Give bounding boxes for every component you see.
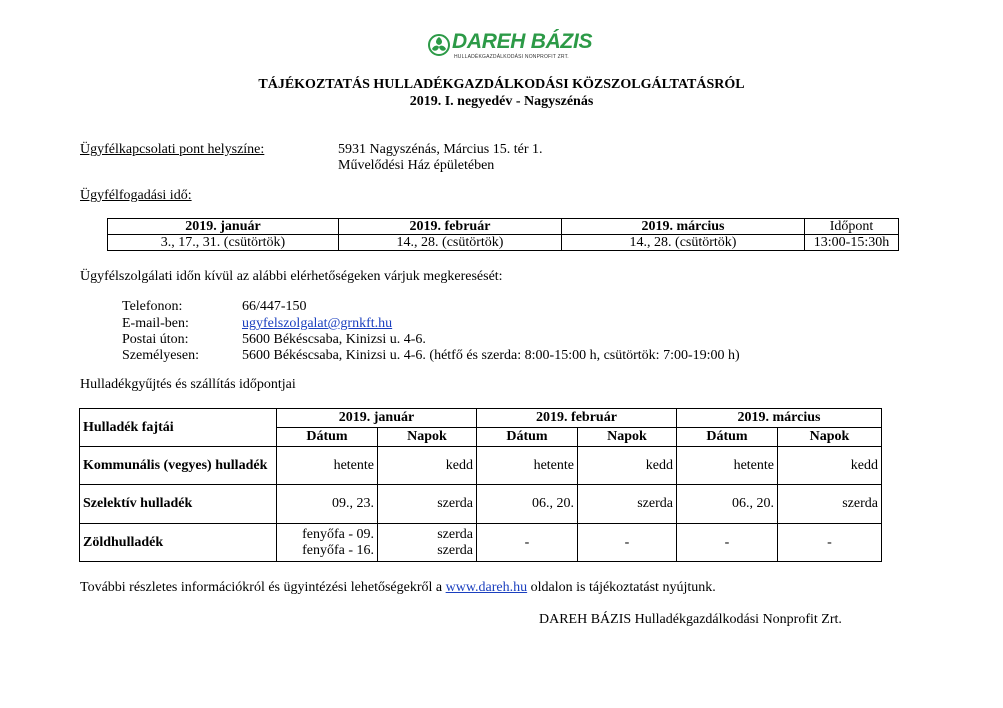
footer-text-before: További részletes információkról és ügyintézési lehetőségekről a [80,580,446,595]
footer-info [80,580,716,596]
logo-brand: DAREH BÁZIS [452,30,593,53]
schedule-cell: kedd [378,447,477,485]
reception-value-january: 3., 17., 31. (csütörtök) [108,235,339,251]
schedule-cell [378,524,477,562]
schedule-cell [277,524,378,562]
recycle-leaf-icon [428,34,450,56]
contact-point-label: Ügyfélkapcsolati pont helyszíne: [80,142,265,157]
waste-type-communal: Kommunális (vegyes) hulladék [80,447,277,485]
reception-label: Ügyfélfogadási idő: [80,188,192,203]
schedule-cell: hetente [677,447,778,485]
schedule-date-header: Dátum [277,428,378,447]
schedule-cell: szerda [578,485,677,524]
schedule-month-february: 2019. február [477,409,677,428]
green-date-1: fenyőfa - 09. [302,526,374,542]
reception-value-row [108,235,899,251]
contact-phone-value: 66/447-150 [242,299,307,314]
signature: DAREH BÁZIS Hulladékgazdálkodási Nonprofit Zrt. [539,612,842,627]
reception-value-time: 13:00-15:30h [805,235,899,251]
contact-email-label: E-mail-ben: [122,316,189,331]
schedule-cell: 09., 23. [277,485,378,524]
reception-value-february: 14., 28. (csütörtök) [339,235,562,251]
contact-postal-label: Postai úton: [122,332,189,347]
schedule-table [79,408,882,562]
schedule-cell: kedd [778,447,882,485]
schedule-cell: kedd [578,447,677,485]
reception-header-row [108,219,899,235]
schedule-cell: szerda [778,485,882,524]
contact-postal-value: 5600 Békéscsaba, Kinizsi u. 4-6. [242,332,426,347]
schedule-cell: szerda [378,485,477,524]
contact-personal-label: Személyesen: [122,348,199,363]
schedule-days-header: Napok [778,428,882,447]
schedule-cell: - [578,524,677,562]
reception-table [107,218,899,251]
schedule-date-header: Dátum [477,428,578,447]
waste-type-green: Zöldhulladék [80,524,277,562]
reception-header-time: Időpont [805,219,899,235]
page-title: TÁJÉKOZTATÁS HULLADÉKGAZDÁLKODÁSI KÖZSZOLGÁLTATÁSRÓL [258,77,745,92]
page-subtitle: 2019. I. negyedév - Nagyszénás [409,94,594,109]
schedule-month-march: 2019. március [677,409,882,428]
schedule-type-header: Hulladék fajtái [80,409,277,447]
contact-personal-value: 5600 Békéscsaba, Kinizsi u. 4-6. (hétfő és szerda: 8:00-15:00 h, csütörtök: 7:00-19:00 h) [242,348,740,363]
contact-phone-label: Telefonon: [122,299,183,314]
schedule-cell: - [677,524,778,562]
green-day-2: szerda [437,542,473,558]
website-link[interactable]: www.dareh.hu [445,580,528,595]
schedule-cell: - [477,524,578,562]
schedule-month-row [80,409,882,428]
table-row [80,524,882,562]
table-row [80,447,882,485]
schedule-label: Hulladékgyűjtés és szállítás időpontjai [80,377,296,392]
reception-header-march: 2019. március [562,219,805,235]
outside-hours-text: Ügyfélszolgálati időn kívül az alábbi elérhetőségeken várjuk megkeresését: [80,269,503,284]
reception-header-february: 2019. február [339,219,562,235]
schedule-cell: - [778,524,882,562]
logo-subtitle: HULLADÉKGAZDÁLKODÁSI NONPROFIT ZRT. [454,54,569,60]
schedule-days-header: Napok [578,428,677,447]
contact-point-address: 5931 Nagyszénás, Március 15. tér 1. [338,142,543,157]
schedule-cell: 06., 20. [477,485,578,524]
contact-email-link[interactable]: ugyfelszolgalat@grnkft.hu [242,316,393,331]
table-row [80,485,882,524]
schedule-days-header: Napok [378,428,477,447]
schedule-date-header: Dátum [677,428,778,447]
green-date-2: fenyőfa - 16. [302,542,374,558]
schedule-cell: hetente [277,447,378,485]
green-day-1: szerda [437,526,473,542]
waste-type-selective: Szelektív hulladék [80,485,277,524]
company-logo [428,30,628,64]
schedule-cell: 06., 20. [677,485,778,524]
reception-value-march: 14., 28. (csütörtök) [562,235,805,251]
schedule-month-january: 2019. január [277,409,477,428]
reception-header-january: 2019. január [108,219,339,235]
schedule-cell: hetente [477,447,578,485]
footer-text-after: oldalon is tájékoztatást nyújtunk. [527,580,716,595]
contact-point-building: Művelődési Ház épületében [338,158,495,173]
